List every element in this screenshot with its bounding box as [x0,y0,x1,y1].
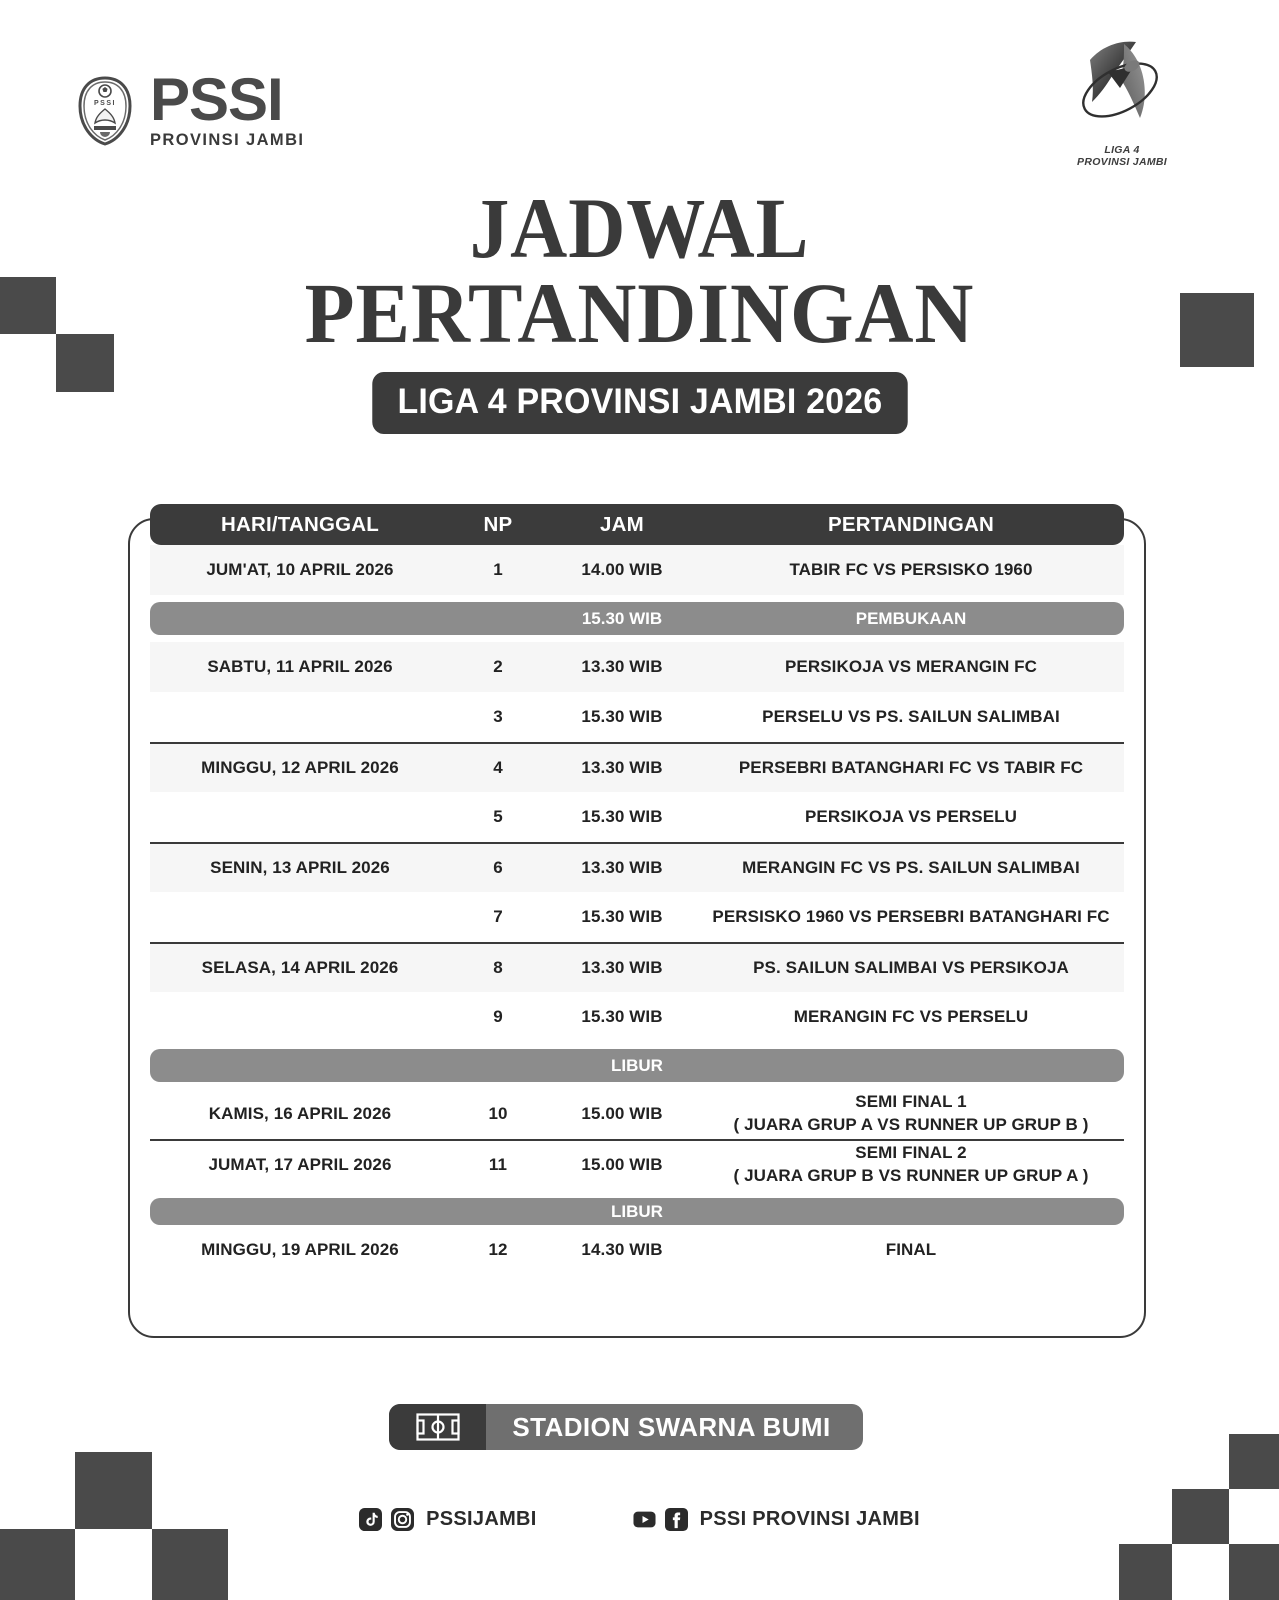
social-handle: PSSI PROVINSI JAMBI [699,1508,920,1530]
cell-time: 13.30 WIB [581,858,663,877]
table-row [150,1225,1124,1275]
cell-np: 6 [493,858,503,877]
schedule-panel [128,512,1146,1338]
youtube-icon[interactable] [633,1508,656,1531]
table-row [150,942,1124,992]
cell-time: 15.00 WIB [581,1155,663,1174]
match-title: MERANGIN FC VS PERSELU [793,1006,1029,1026]
cell-time: 14.30 WIB [581,1240,663,1259]
cell-time: 15.00 WIB [581,1104,663,1123]
table-row [150,1089,1124,1139]
table-row [150,545,1124,595]
tiktok-icon[interactable] [359,1508,382,1531]
table-row [150,692,1124,742]
match-title: SEMI FINAL 2 [855,1143,967,1163]
title-line-2: PERTANDINGAN [304,264,975,361]
social-handle: PSSIJAMBI [426,1508,537,1530]
cell-date: SELASA, 14 APRIL 2026 [201,958,399,977]
match-title: PERSELU VS PS. SAILUN SALIMBAI [762,706,1060,726]
decor-checker-square [1229,1434,1279,1489]
cell-np: 11 [488,1155,508,1174]
svg-text:PSSI: PSSI [94,100,116,108]
decor-checker-square [0,1529,75,1600]
football-pitch-glyph [416,1413,460,1441]
cell-np: 12 [488,1240,508,1259]
match-title: PERSIKOJA VS MERANGIN FC [784,656,1038,676]
cell-match [698,656,1124,679]
table-row [150,792,1124,842]
cell-np: 2 [493,657,503,676]
note-label: LIBUR [611,1201,663,1221]
cell-time: 15.30 WIB [581,907,663,926]
facebook-icon[interactable] [665,1508,688,1531]
pssi-wordmark: PSSI [150,66,283,133]
match-title: TABIR FC VS PERSISKO 1960 [789,559,1033,579]
liga4-line2: PROVINSI JAMBI [1077,156,1167,169]
match-title: MERANGIN FC VS PS. SAILUN SALIMBAI [742,857,1080,877]
title-line-1: JADWAL [469,180,810,276]
cell-time: 14.00 WIB [581,560,663,579]
venue-bar [389,1404,863,1450]
cell-date: MINGGU, 12 APRIL 2026 [201,758,399,777]
decor-checker-square [152,1529,228,1600]
decor-checker-square [1119,1544,1172,1600]
cell-time: 13.30 WIB [581,758,663,777]
pssi-crest-icon [74,76,136,146]
note-label: PEMBUKAAN [855,608,967,628]
pssi-logo [74,66,305,150]
cell-date: JUM'AT, 10 APRIL 2026 [206,560,394,579]
note-time-cell: 15.30 WIB [581,608,663,628]
match-subtitle: ( JUARA GRUP A VS RUNNER UP GRUP B ) [733,1115,1089,1134]
social-footer [0,1508,1279,1531]
liga4-mark-icon [1062,32,1182,142]
table-row [150,992,1124,1042]
cell-np: 4 [493,758,503,777]
match-title: PERSEBRI BATANGHARI FC VS TABIR FC [738,757,1084,777]
table-row [150,642,1124,692]
table-row [150,892,1124,942]
cell-np: 1 [493,560,503,579]
cell-time: 13.30 WIB [581,958,663,977]
liga4-logo [1055,32,1189,168]
cell-date: KAMIS, 16 APRIL 2026 [208,1104,392,1123]
table-row [150,742,1124,792]
match-subtitle: ( JUARA GRUP B VS RUNNER UP GRUP A ) [733,1166,1089,1185]
cell-np: 5 [493,807,503,826]
cell-match [698,1006,1124,1029]
pssi-region-label: PROVINSI JAMBI [150,131,305,150]
cell-date: JUMAT, 17 APRIL 2026 [208,1155,392,1174]
cell-np: 3 [493,707,503,726]
schedule-note-bar [150,1198,1124,1225]
cell-date: MINGGU, 19 APRIL 2026 [201,1240,399,1259]
page-title [0,180,1279,434]
cell-match [698,957,1124,980]
match-title: PS. SAILUN SALIMBAI VS PERSIKOJA [753,957,1069,977]
column-header-date: HARI/TANGGAL [220,512,380,536]
social-group-pssiprovinsijambi [633,1508,920,1531]
cell-match [698,706,1124,729]
cell-match [698,559,1124,582]
match-title: SEMI FINAL 1 [855,1092,967,1112]
match-title: PERSIKOJA VS PERSELU [804,806,1018,826]
column-header-match: PERTANDINGAN [827,512,995,536]
table-header-row [150,504,1124,545]
column-header-np: NP [483,512,513,536]
schedule-rows [150,545,1124,1275]
cell-match [698,1142,1124,1188]
cell-match [698,806,1124,829]
cell-time: 15.30 WIB [581,1007,663,1026]
liga4-line1: LIGA 4 [1104,144,1140,156]
match-title: PERSISKO 1960 VS PERSEBRI BATANGHARI FC [712,906,1110,926]
schedule-note-bar [150,602,1124,635]
cell-np: 10 [488,1104,508,1123]
note-label: LIBUR [611,1055,663,1075]
football-pitch-icon [389,1404,486,1450]
cell-match [698,906,1124,929]
social-group-pssijambi [359,1508,537,1531]
cell-time: 13.30 WIB [581,657,663,676]
table-row [150,1139,1124,1189]
decor-checker-square [1229,1544,1279,1600]
cell-match [698,1091,1124,1137]
cell-time: 15.30 WIB [581,707,663,726]
cell-match [698,857,1124,880]
match-title: FINAL [885,1239,937,1259]
table-row [150,842,1124,892]
cell-date: SABTU, 11 APRIL 2026 [207,657,393,676]
cell-match [698,757,1124,780]
cell-np: 7 [493,907,503,926]
cell-time: 15.30 WIB [581,807,663,826]
column-header-time: JAM [600,512,644,536]
cell-np: 8 [493,958,503,977]
subtitle-badge: LIGA 4 PROVINSI JAMBI 2026 [372,372,907,434]
cell-date: SENIN, 13 APRIL 2026 [210,858,390,877]
instagram-icon[interactable] [391,1508,414,1531]
cell-np: 9 [493,1007,503,1026]
cell-match [698,1239,1124,1262]
venue-name: STADION SWARNA BUMI [512,1411,831,1442]
schedule-note-bar [150,1049,1124,1082]
